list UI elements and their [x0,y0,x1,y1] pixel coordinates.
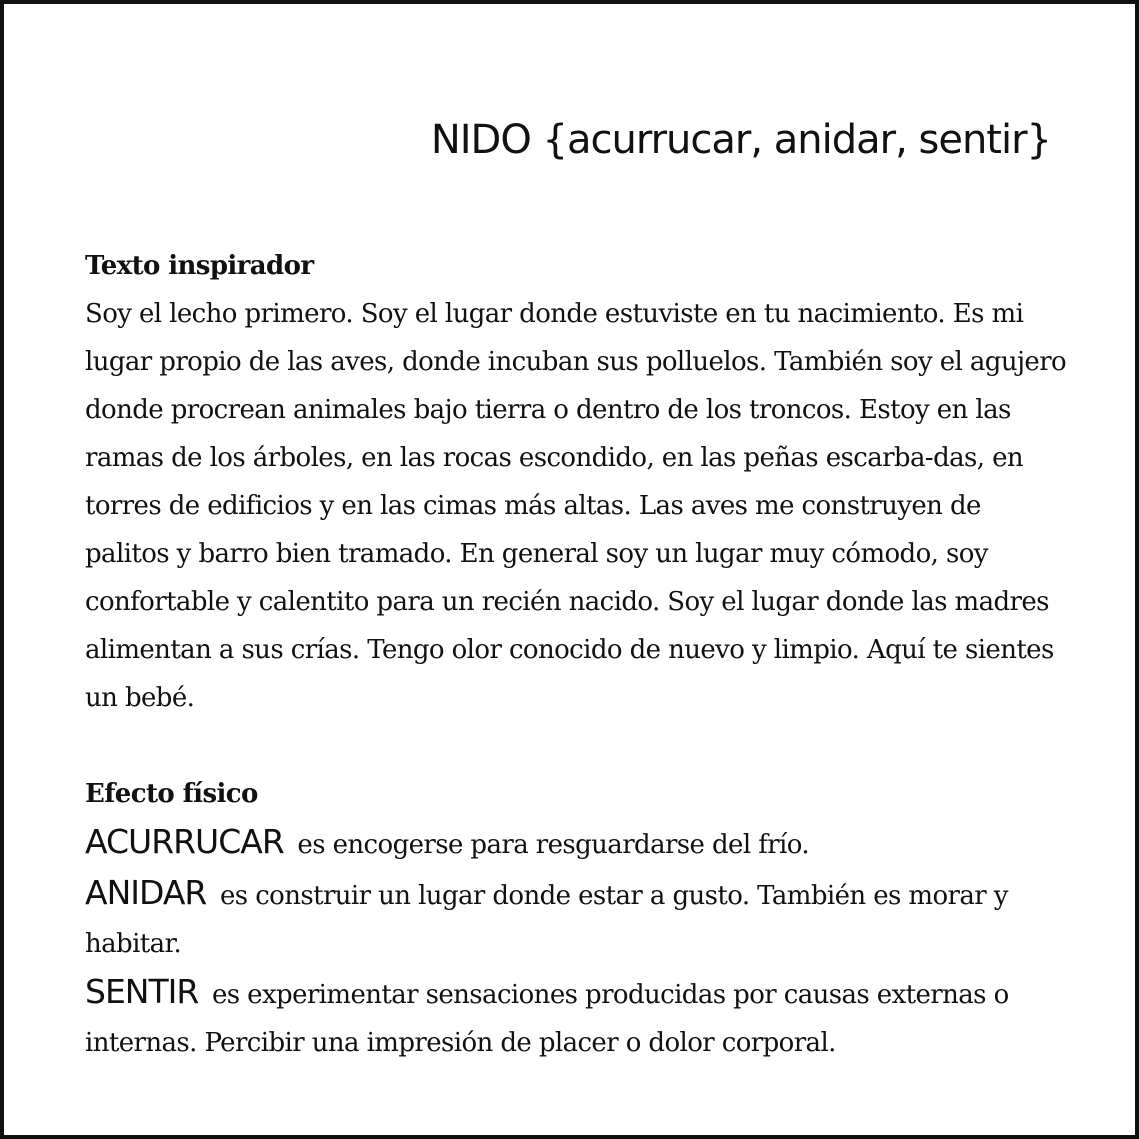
physical-effect-section [85,770,1070,1067]
content [85,242,1070,1067]
section-spacer [85,722,1070,770]
definition-text-sentir: es experimentar sensaciones producidas por causas externas o internas. Percibir una impresión de placer o dolor corporal. [85,980,1009,1058]
inspiring-text-body: Soy el lecho primero. Soy el lugar donde estuviste en tu nacimiento. Es mi lugar propio de las aves, donde incuban sus polluelos. También soy el agujero donde procrean animales bajo tierra o dentro de los troncos. Estoy en las ramas de los árboles, en las rocas escondido, en las peñas escarba-das, en torres de edificios y en las cimas más altas. Las aves me construyen de palitos y barro bien tramado. En general soy un lugar muy cómodo, soy confortable y calentito para un recién nacido. Soy el lugar donde las madres alimentan a sus crías. Tengo olor conocido de nuevo y limpio. Aquí te sientes un bebé. [85,299,1067,713]
page-title: NIDO {acurrucar, anidar, sentir} [430,117,1051,163]
inspiring-text-heading: Texto inspirador [85,251,314,281]
definition-text-acurrucar: es encogerse para resguardarse del frío. [297,830,810,860]
inspiring-text-section [85,242,1070,722]
term-anidar: ANIDAR [85,873,207,912]
definition-anidar [85,869,1070,968]
term-acurrucar: ACURRUCAR [85,822,284,861]
definition-text-anidar: es construir un lugar donde estar a gusto. También es morar y habitar. [85,881,1008,959]
definition-acurrucar [85,818,1070,869]
definition-sentir [85,968,1070,1067]
physical-effect-heading: Efecto físico [85,779,258,809]
term-sentir: SENTIR [85,972,199,1011]
